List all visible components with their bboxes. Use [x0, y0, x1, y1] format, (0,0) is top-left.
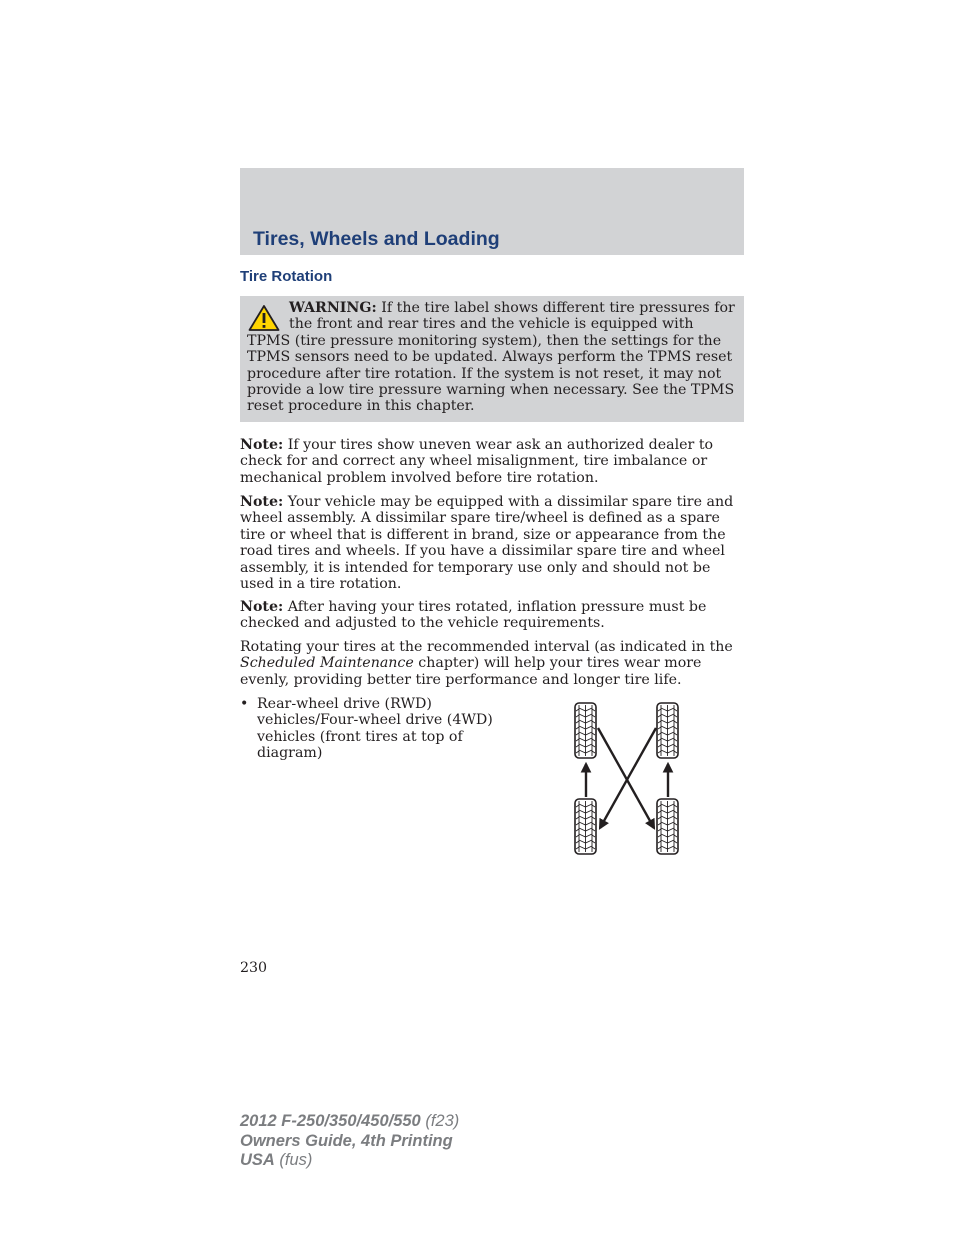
- rotation-paragraph: [240, 639, 746, 688]
- footer-line-market: [240, 1151, 459, 1171]
- note-label: Note:: [240, 494, 284, 510]
- tire-front-right: [657, 703, 678, 758]
- rwd-4wd-bullet: [240, 696, 500, 762]
- warning-box: [240, 296, 744, 422]
- warning-text: [247, 300, 741, 415]
- page-number: 230: [240, 960, 268, 976]
- footer-line-model: [240, 1112, 459, 1132]
- footer-market: USA: [240, 1151, 275, 1169]
- arrow-front-left-to-rear-right: [598, 728, 654, 828]
- scheduled-maintenance-reference: Scheduled Maintenance: [240, 655, 414, 672]
- chapter-title: Tires, Wheels and Loading: [253, 228, 500, 250]
- note-text: Your vehicle may be equipped with a dissimilar spare tire and wheel assembly. A dissimilar spare tire/wheel is defined as a spare tire or wheel that is different in brand, size or appearance from the road tires and wheels. If you have a dissimilar spare tire and wheel assembly, it is intended for temporary use only and should not be used in a tire rotation.: [240, 494, 734, 593]
- note-inflation: [240, 599, 746, 632]
- footer-line-edition: Owners Guide, 4th Printing: [240, 1131, 453, 1150]
- note-label: Note:: [240, 599, 284, 615]
- rotation-text-before: Rotating your tires at the recommended interval (as indicated in the: [240, 639, 733, 655]
- document-footer: [240, 1112, 459, 1171]
- note-dissimilar-spare: [240, 494, 746, 592]
- arrow-front-right-to-rear-left: [600, 728, 656, 828]
- bullet-dot: •: [240, 696, 249, 712]
- rotation-text-after: chapter) will help your tires wear more evenly, providing better tire performance and longer tire life.: [240, 655, 702, 688]
- bullet-text: Rear-wheel drive (RWD) vehicles/Four-wheel drive (4WD) vehicles (front tires at top of diagram): [257, 696, 493, 762]
- tire-rear-left: [575, 799, 596, 854]
- tire-rear-right: [657, 799, 678, 854]
- warning-body: If the tire label shows different tire pressures for the front and rear tires and the vehicle is equipped with TPMS (tire pressure monitoring system), then the settings for the TPMS sensors need to be updated. Always perform the TPMS reset procedure after tire rotation. If the system is not reset, it may not provide a low tire pressure warning when necessary. See the TPMS reset procedure in this chapter.: [247, 300, 735, 415]
- footer-market-code: (fus): [274, 1151, 313, 1169]
- tire-front-left: [575, 703, 596, 758]
- note-label: Note:: [240, 437, 284, 453]
- footer-model-code: (f23): [420, 1112, 460, 1130]
- note-text: If your tires show uneven wear ask an authorized dealer to check for and correct any wheel misalignment, tire imbalance or mechanical problem involved before tire rotation.: [240, 437, 714, 486]
- note-text: After having your tires rotated, inflation pressure must be checked and adjusted to the vehicle requirements.: [240, 599, 707, 632]
- tire-rotation-diagram: [566, 698, 690, 858]
- footer-model: 2012 F-250/350/450/550: [240, 1112, 421, 1130]
- warning-label: WARNING:: [289, 300, 377, 316]
- section-title: Tire Rotation: [240, 268, 333, 285]
- note-alignment: [240, 437, 746, 486]
